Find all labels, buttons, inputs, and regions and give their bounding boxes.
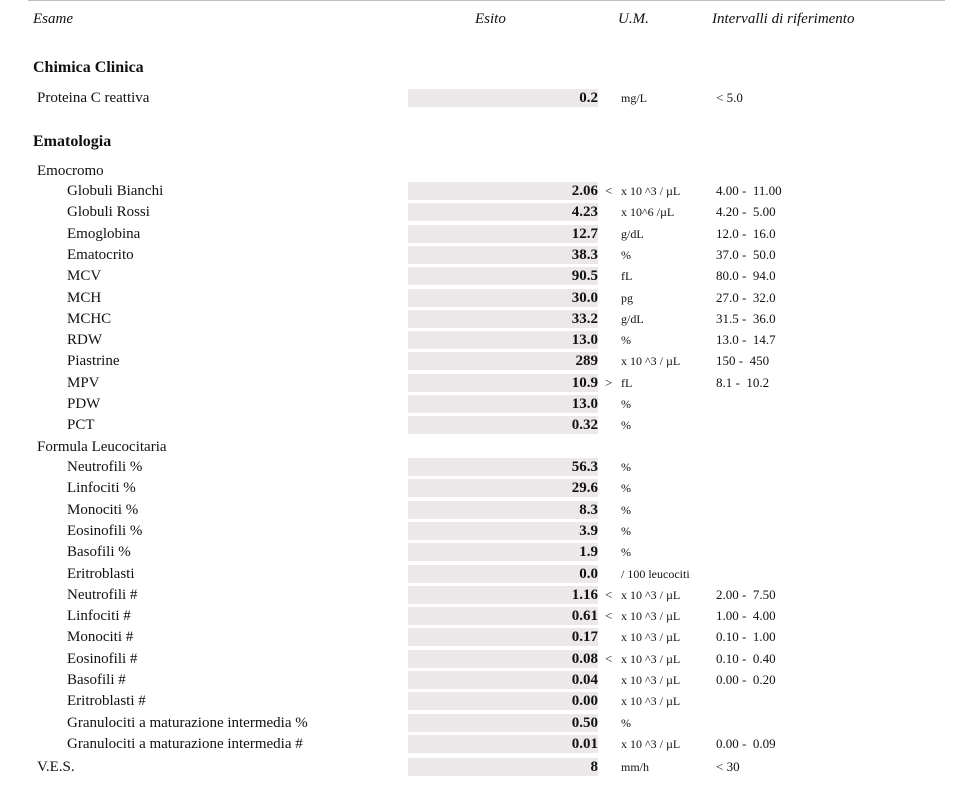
- result-row: [0, 181, 976, 201]
- result-row: [0, 627, 976, 647]
- value-cell: [408, 501, 598, 519]
- test-unit: fL: [621, 269, 633, 284]
- value-cell: [408, 374, 598, 392]
- test-value: 0.00: [571, 693, 598, 710]
- value-cell: [408, 479, 598, 497]
- test-name: Granulociti a maturazione intermedia %: [67, 714, 308, 731]
- test-range: 13.0 - 14.7: [716, 332, 776, 348]
- result-row: [0, 373, 976, 393]
- group-formula-leucocitaria: Formula Leucocitaria: [37, 439, 167, 455]
- test-unit: %: [621, 418, 631, 433]
- test-name: MCV: [67, 268, 102, 285]
- result-row: [0, 691, 976, 711]
- test-unit: x 10 ^3 / µL: [621, 694, 681, 709]
- test-name: Monociti #: [67, 629, 134, 646]
- test-value: 13.0: [571, 396, 598, 412]
- test-value: 3.9: [579, 522, 598, 539]
- test-unit: %: [621, 333, 631, 348]
- test-unit: %: [621, 460, 631, 474]
- value-cell: [408, 395, 598, 413]
- test-name: Ematocrito: [67, 246, 134, 263]
- test-name: PCT: [67, 417, 95, 434]
- test-name: V.E.S.: [37, 759, 75, 775]
- test-unit: x 10 ^3 / µL: [621, 736, 681, 751]
- test-unit: %: [621, 715, 631, 730]
- value-cell: [408, 289, 598, 307]
- test-unit: %: [621, 481, 631, 496]
- section-ematologia: Ematologia: [33, 133, 112, 150]
- result-row: [0, 734, 976, 754]
- test-name: Emoglobina: [67, 225, 141, 242]
- test-value: 0.01: [571, 735, 598, 752]
- result-row: [0, 288, 976, 308]
- test-unit: / 100 leucociti: [621, 566, 690, 581]
- value-cell: [408, 650, 598, 668]
- result-row: [0, 713, 976, 733]
- value-cell: [408, 671, 598, 689]
- value-cell: [408, 310, 598, 328]
- test-unit: %: [621, 502, 631, 517]
- test-range: 0.00 - 0.20: [716, 672, 776, 687]
- test-value: 0.50: [571, 714, 598, 731]
- value-cell: [408, 267, 598, 285]
- test-unit: mg/L: [621, 91, 647, 105]
- test-range: 0.10 - 0.40: [716, 650, 776, 666]
- test-range: 0.10 - 1.00: [716, 629, 776, 645]
- test-name: PDW: [67, 396, 101, 412]
- test-value: 0.2: [579, 90, 598, 106]
- test-range: 8.1 - 10.2: [716, 374, 770, 390]
- test-value: 33.2: [571, 310, 598, 327]
- test-name: Basofili #: [67, 672, 126, 688]
- result-row: [0, 457, 976, 477]
- value-cell: [408, 246, 598, 264]
- test-range: 1.00 - 4.00: [716, 608, 776, 624]
- test-name: Linfociti %: [67, 480, 136, 497]
- value-cell: [408, 225, 598, 243]
- test-name: MPV: [67, 374, 100, 391]
- test-range: 27.0 - 32.0: [716, 289, 776, 305]
- test-value: 8.3: [579, 501, 598, 518]
- test-range: 80.0 - 94.0: [716, 268, 776, 284]
- result-row: [0, 606, 976, 626]
- test-name: Granulociti a maturazione intermedia #: [67, 735, 303, 752]
- result-row: [0, 478, 976, 498]
- value-cell: [408, 543, 598, 561]
- test-flag: <: [605, 183, 613, 198]
- test-unit: x 10 ^3 / µL: [621, 651, 681, 666]
- test-unit: x 10 ^3 / µL: [621, 630, 681, 645]
- result-row: [0, 542, 976, 562]
- value-cell: [408, 89, 598, 107]
- value-cell: [408, 714, 598, 732]
- result-row: [0, 224, 976, 244]
- test-flag: <: [605, 650, 613, 666]
- test-value: 289: [575, 353, 598, 370]
- test-name: Neutrofili #: [67, 586, 138, 603]
- value-cell: [408, 331, 598, 349]
- test-value: 0.32: [571, 417, 598, 434]
- test-unit: x 10 ^3 / µL: [621, 587, 681, 602]
- test-value: 0.08: [571, 650, 598, 667]
- test-range: 150 - 450: [716, 353, 770, 369]
- test-name: Monociti %: [67, 501, 139, 518]
- test-value: 12.7: [571, 225, 598, 242]
- test-name: Eritroblasti: [67, 565, 135, 582]
- top-rule: [28, 0, 945, 1]
- test-flag: <: [605, 586, 613, 602]
- test-value: 1.9: [579, 544, 598, 561]
- test-value: 0.04: [571, 672, 598, 688]
- result-row: [0, 757, 976, 777]
- test-value: 8: [590, 759, 598, 775]
- test-name: Globuli Bianchi: [67, 183, 164, 199]
- test-range: < 5.0: [716, 90, 743, 105]
- result-row: [0, 521, 976, 541]
- test-name: MCH: [67, 289, 102, 306]
- result-row: [0, 649, 976, 669]
- value-cell: [408, 565, 598, 583]
- header-esito: Esito: [475, 11, 506, 27]
- test-unit: %: [621, 545, 631, 560]
- test-unit: %: [621, 247, 631, 262]
- result-row: [0, 394, 976, 414]
- header-um: U.M.: [618, 11, 649, 27]
- test-value: 1.16: [571, 586, 598, 603]
- group-emocromo: Emocromo: [37, 163, 104, 179]
- section-chimica-clinica: Chimica Clinica: [33, 59, 144, 76]
- value-cell: [408, 182, 598, 200]
- test-range: 4.20 - 5.00: [716, 204, 776, 220]
- result-row: [0, 330, 976, 350]
- value-cell: [408, 628, 598, 646]
- result-row: [0, 670, 976, 690]
- test-value: 10.9: [571, 374, 598, 391]
- test-value: 38.3: [571, 246, 598, 263]
- test-range: 37.0 - 50.0: [716, 246, 776, 262]
- value-cell: [408, 522, 598, 540]
- test-name: Eritroblasti #: [67, 693, 146, 710]
- header-intervalli: Intervalli di riferimento: [712, 11, 855, 27]
- test-name: Neutrofili %: [67, 459, 143, 475]
- value-cell: [408, 735, 598, 753]
- result-row: [0, 415, 976, 435]
- test-name: Proteina C reattiva: [37, 90, 150, 106]
- test-range: < 30: [716, 759, 740, 774]
- value-cell: [408, 352, 598, 370]
- header-esame: Esame: [33, 11, 73, 27]
- result-row: [0, 564, 976, 584]
- value-cell: [408, 586, 598, 604]
- test-value: 2.06: [571, 183, 598, 199]
- result-row: [0, 266, 976, 286]
- test-name: Globuli Rossi: [67, 204, 150, 221]
- test-value: 0.61: [571, 608, 598, 625]
- test-name: RDW: [67, 332, 102, 349]
- test-unit: x 10^6 /µL: [621, 205, 675, 220]
- test-range: 12.0 - 16.0: [716, 225, 776, 241]
- test-value: 56.3: [571, 459, 598, 475]
- test-unit: pg: [621, 290, 633, 305]
- test-unit: fL: [621, 375, 633, 390]
- test-range: 0.00 - 0.09: [716, 735, 776, 751]
- test-range: 2.00 - 7.50: [716, 586, 776, 602]
- test-unit: x 10 ^3 / µL: [621, 184, 681, 198]
- test-range: 31.5 - 36.0: [716, 310, 776, 326]
- value-cell: [408, 758, 598, 776]
- value-cell: [408, 203, 598, 221]
- result-row: [0, 585, 976, 605]
- test-unit: x 10 ^3 / µL: [621, 673, 681, 687]
- test-flag: <: [605, 608, 613, 624]
- test-value: 0.17: [571, 629, 598, 646]
- test-value: 29.6: [571, 480, 598, 497]
- result-row: [0, 309, 976, 329]
- test-value: 90.5: [571, 268, 598, 285]
- value-cell: [408, 458, 598, 476]
- value-cell: [408, 692, 598, 710]
- result-row: [0, 500, 976, 520]
- test-unit: x 10 ^3 / µL: [621, 354, 681, 369]
- test-value: 30.0: [571, 289, 598, 306]
- test-unit: %: [621, 397, 631, 411]
- test-range: 4.00 - 11.00: [716, 183, 782, 198]
- test-flag: >: [605, 374, 613, 390]
- test-name: Linfociti #: [67, 608, 131, 625]
- test-name: Basofili %: [67, 544, 131, 561]
- result-row: [0, 202, 976, 222]
- test-unit: g/dL: [621, 311, 644, 326]
- result-row: [0, 351, 976, 371]
- result-row: [0, 88, 976, 108]
- test-name: Eosinofili %: [67, 522, 143, 539]
- test-value: 0.0: [579, 565, 598, 582]
- test-name: MCHC: [67, 310, 112, 327]
- result-row: [0, 245, 976, 265]
- test-value: 4.23: [571, 204, 598, 221]
- value-cell: [408, 607, 598, 625]
- test-name: Eosinofili #: [67, 650, 138, 667]
- test-value: 13.0: [571, 332, 598, 349]
- test-unit: mm/h: [621, 760, 650, 774]
- test-name: Piastrine: [67, 353, 120, 370]
- test-unit: %: [621, 523, 631, 538]
- test-unit: x 10 ^3 / µL: [621, 609, 681, 624]
- test-unit: g/dL: [621, 226, 644, 241]
- value-cell: [408, 416, 598, 434]
